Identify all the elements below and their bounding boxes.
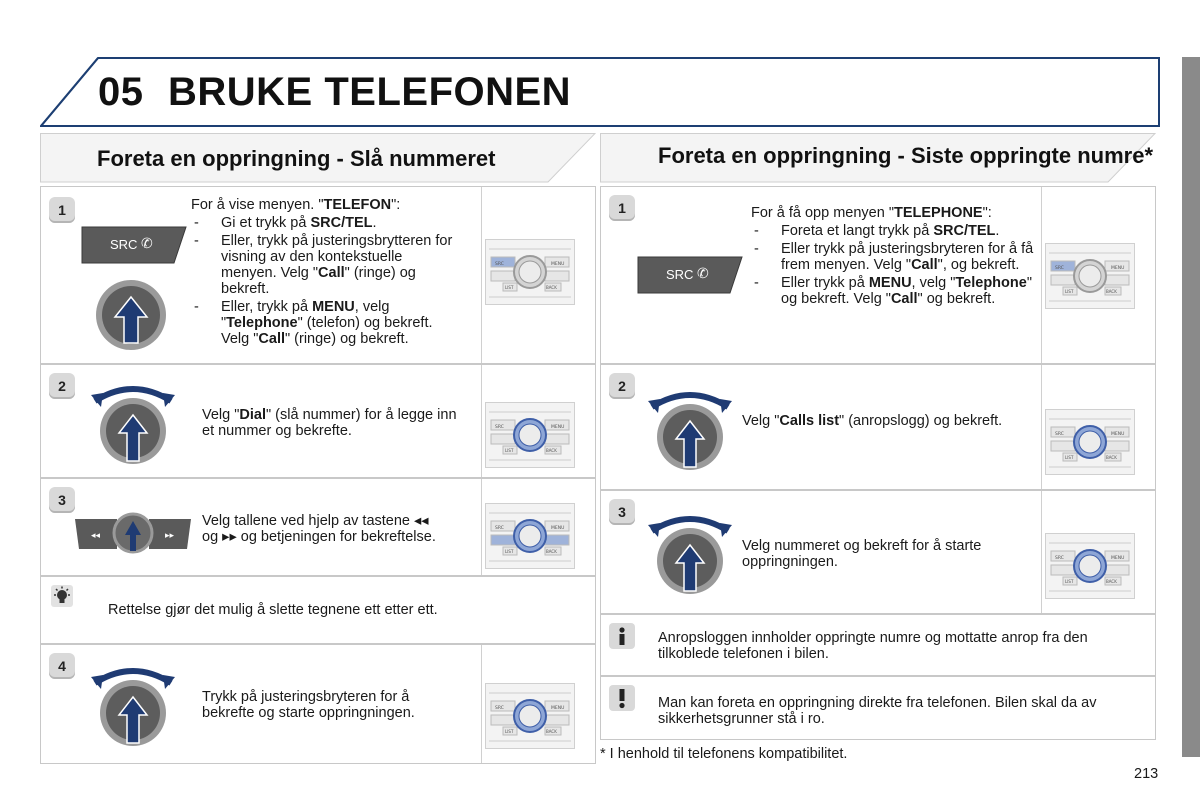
knob-rotate-illustration [648, 381, 732, 486]
radio-panel-shape [485, 402, 575, 468]
svg-text:◂◂: ◂◂ [91, 531, 101, 541]
tip-text: Rettelse gjør det mulig å slette tegnene ett etter ett. [108, 602, 438, 618]
step-badge: 3 [609, 499, 635, 525]
warning-text: Man kan foreta en oppringning direkte fra telefonen. Bilen skal da av sikkerhetsgrunner stå i ro. [658, 695, 1097, 727]
knob-rotate-illustration [91, 375, 175, 480]
svg-text:SRC: SRC [495, 262, 504, 267]
radio-panel-shape [1045, 243, 1135, 309]
svg-text:BACK: BACK [1106, 455, 1117, 460]
info-icon-shape [609, 623, 635, 649]
knob-rotate-shape [648, 381, 732, 481]
step-badge: 4 [49, 653, 75, 679]
radio-panel-shape [1045, 533, 1135, 599]
warning-icon-shape [609, 685, 635, 711]
svg-text:LIST: LIST [1065, 579, 1074, 584]
svg-text:MENU: MENU [551, 526, 565, 531]
rewind-icon: ◂◂ [414, 513, 429, 529]
svg-text:SRC: SRC [495, 526, 504, 531]
page-number: 213 [1134, 766, 1159, 782]
radio-panel-illustration [485, 503, 575, 574]
src-tel-button-illustration [634, 255, 746, 302]
svg-text:SRC: SRC [1055, 432, 1064, 437]
radio-panel-illustration [485, 683, 575, 754]
left-section-header [40, 133, 596, 183]
svg-text:MENU: MENU [1111, 556, 1125, 561]
svg-text:MENU: MENU [1111, 432, 1125, 437]
svg-text:BACK: BACK [546, 285, 557, 290]
step-badge: 1 [609, 195, 635, 221]
radio-panel-shape [485, 683, 575, 749]
right-step-1-text [751, 205, 1036, 307]
step-badge: 3 [49, 487, 75, 513]
column-divider [481, 645, 482, 763]
chapter-title: BRUKE TELEFONEN [168, 70, 572, 114]
svg-text:SRC: SRC [1055, 266, 1064, 271]
column-divider [1041, 187, 1042, 363]
svg-text:LIST: LIST [1065, 289, 1074, 294]
svg-text:BACK: BACK [1106, 579, 1117, 584]
right-step-2 [600, 364, 1156, 490]
chapter-side-tab [1182, 57, 1200, 757]
column-divider [481, 365, 482, 477]
left-step-3-text: Velg tallene ved hjelp av tastene ◂◂ og ▸▸ og betjeningen for bekreftelse. [202, 513, 436, 545]
fast-forward-icon: ▸▸ [222, 529, 237, 545]
step-badge: 2 [49, 373, 75, 399]
svg-text:LIST: LIST [505, 448, 514, 453]
svg-text:BACK: BACK [1106, 289, 1117, 294]
left-step-1 [40, 186, 596, 364]
knob-press-illustration [93, 277, 173, 362]
column-divider [1041, 365, 1042, 489]
lightbulb-icon [51, 585, 73, 612]
left-step-1-text [191, 197, 461, 347]
radio-panel-illustration [1045, 533, 1135, 604]
right-warning [600, 676, 1156, 740]
knob-rotate-illustration [648, 505, 732, 610]
footnote: * I henhold til telefonens kompatibilitet. [600, 746, 848, 762]
svg-text:BACK: BACK [546, 729, 557, 734]
knob-rotate-shape [91, 375, 175, 475]
radio-panel-illustration [485, 402, 575, 473]
phone-icon: ✆ [141, 235, 153, 251]
chapter-number: 05 [98, 70, 144, 114]
seek-buttons-illustration [73, 511, 193, 564]
svg-text:LIST: LIST [1065, 455, 1074, 460]
list-item: - Gi et trykk på SRC/TEL. [191, 215, 461, 231]
src-label: SRC [110, 237, 138, 252]
left-step-4 [40, 644, 596, 764]
left-step-1-intro: For å vise menyen. "TELEFON": [191, 197, 401, 213]
svg-text:MENU: MENU [551, 425, 565, 430]
left-step-2 [40, 364, 596, 478]
left-step-2-text: Velg "Dial" (slå nummer) for å legge inn et nummer og bekrefte. [202, 407, 457, 439]
svg-text:MENU: MENU [551, 262, 565, 267]
left-tip [40, 576, 596, 644]
info-text: Anropsloggen innholder oppringte numre og mottatte anrop fra den tilkoblede telefonen i bilen. [658, 630, 1088, 662]
radio-panel-illustration [1045, 243, 1135, 314]
radio-panel-shape [485, 239, 575, 305]
list-item: - Foreta et langt trykk på SRC/TEL. [751, 223, 1036, 239]
list-item: - Eller trykk på MENU, velg "Telephone" og bekreft. Velg "Call" og bekreft. [751, 275, 1036, 307]
left-step-3 [40, 478, 596, 576]
svg-text:BACK: BACK [546, 448, 557, 453]
svg-text:LIST: LIST [505, 549, 514, 554]
right-step-3-text: Velg nummeret og bekreft for å starte oppringningen. [742, 538, 982, 570]
src-tel-button-illustration [78, 225, 190, 272]
radio-panel-illustration [485, 239, 575, 310]
lightbulb-icon-shape [51, 585, 73, 607]
list-item: - Eller, trykk på justeringsbrytteren for visning av den kontekstuelle menyen. Velg "Call" (ringe) og bekreft. [191, 233, 461, 297]
right-section-header [600, 133, 1156, 183]
step-badge: 1 [49, 197, 75, 223]
radio-panel-illustration [1045, 409, 1135, 480]
right-info [600, 614, 1156, 676]
info-icon [609, 623, 635, 654]
list-item: - Eller trykk på justeringsbryteren for å få frem menyen. Velg "Call", og bekreft. [751, 241, 1036, 273]
src-label: SRC [666, 267, 694, 282]
column-divider [1041, 491, 1042, 613]
column-divider [481, 479, 482, 575]
svg-text:LIST: LIST [505, 729, 514, 734]
svg-text:LIST: LIST [505, 285, 514, 290]
column-divider [481, 187, 482, 363]
svg-text:MENU: MENU [551, 706, 565, 711]
right-step-3 [600, 490, 1156, 614]
svg-text:SRC: SRC [1055, 556, 1064, 561]
radio-panel-shape [485, 503, 575, 569]
seek-buttons-shape [73, 511, 193, 559]
svg-text:SRC: SRC [495, 425, 504, 430]
radio-panel-shape [1045, 409, 1135, 475]
knob-shape [93, 277, 173, 357]
step-badge: 2 [609, 373, 635, 399]
svg-text:MENU: MENU [1111, 266, 1125, 271]
warning-icon [609, 685, 635, 716]
right-step-1 [600, 186, 1156, 364]
knob-rotate-shape [648, 505, 732, 605]
right-step-1-intro: For å få opp menyen "TELEPHONE": [751, 205, 992, 221]
list-item: - Eller, trykk på MENU, velg "Telephone" (telefon) og bekreft. Velg "Call" (ringe) og bekreft. [191, 299, 461, 347]
phone-icon: ✆ [697, 265, 709, 281]
left-section-title: Foreta en oppringning - Slå nummeret [97, 146, 496, 171]
svg-text:BACK: BACK [546, 549, 557, 554]
knob-rotate-illustration [91, 657, 175, 762]
svg-text:SRC: SRC [495, 706, 504, 711]
right-step-2-text: Velg "Calls list" (anropslogg) og bekreft. [742, 413, 1003, 429]
right-section-title: Foreta en oppringning - Siste oppringte numre* [658, 143, 1154, 168]
left-step-4-text: Trykk på justeringsbryteren for å bekrefte og starte oppringningen. [202, 689, 415, 721]
svg-text:▸▸: ▸▸ [165, 531, 175, 541]
knob-rotate-shape [91, 657, 175, 757]
